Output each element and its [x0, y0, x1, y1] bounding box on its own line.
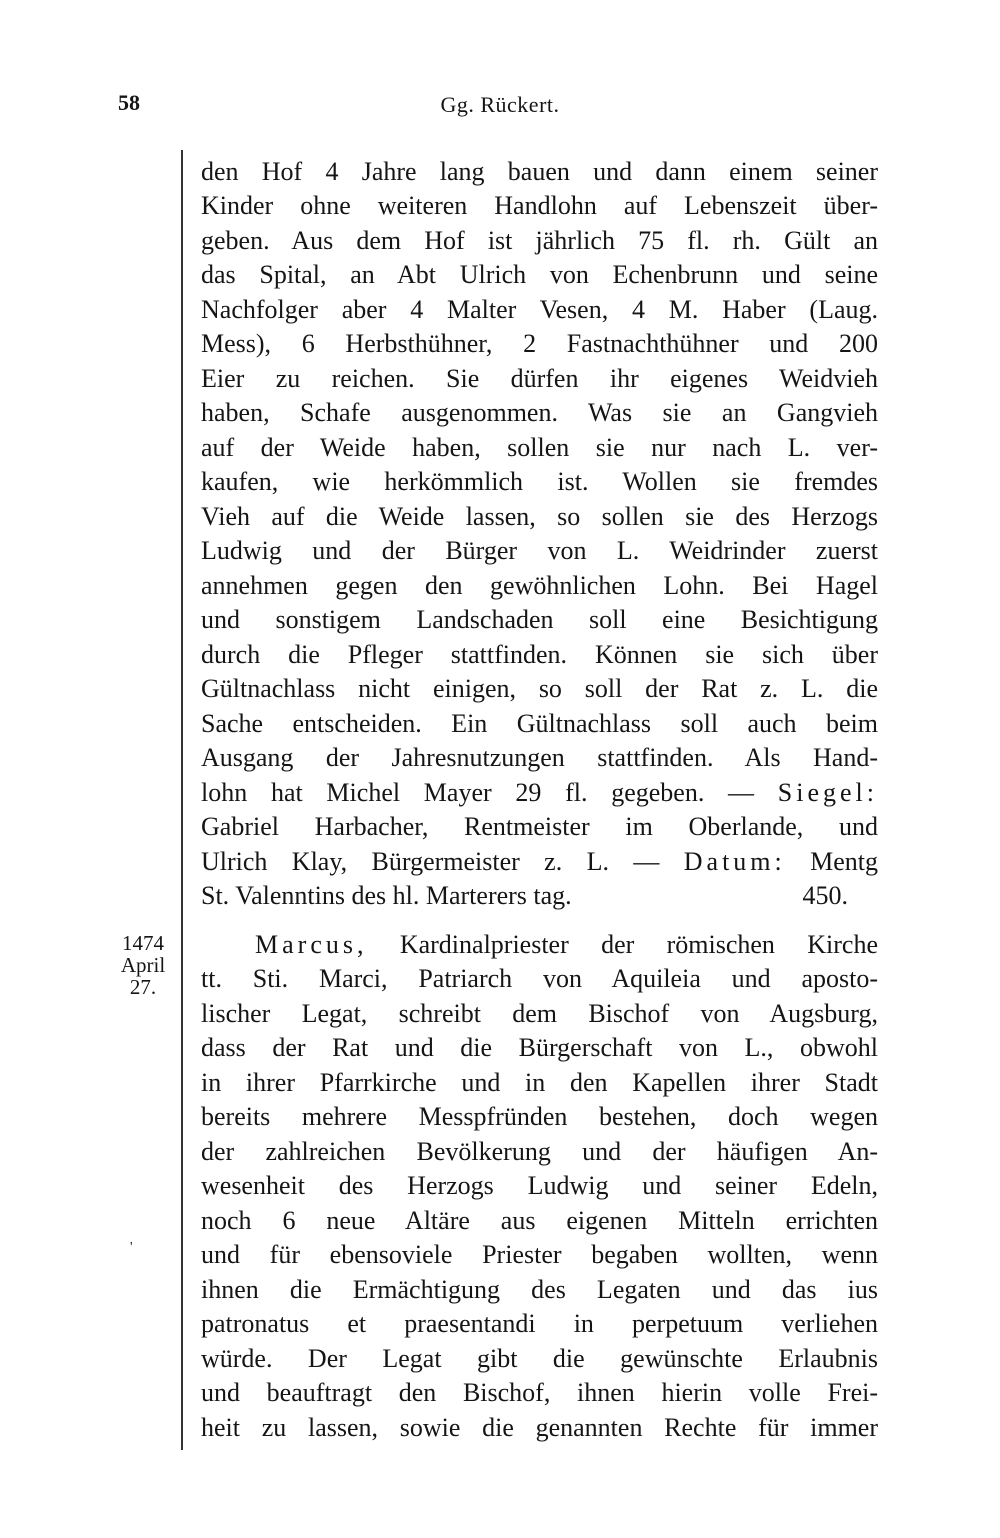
text-line: würde. Der Legat gibt die gewünschte Erlaubnis — [201, 1344, 878, 1373]
text-line: Eier zu reichen. Sie dürfen ihr eigenes Weidvieh — [201, 364, 878, 393]
stray-mark: ' — [130, 1240, 133, 1255]
text-line: auf der Weide haben, sollen sie nur nach L. ver- — [201, 433, 878, 462]
text-line: annehmen gegen den gewöhnlichen Lohn. Bei Hagel — [201, 571, 878, 600]
margin-month: April — [120, 953, 166, 977]
text-line: und beauftragt den Bischof, ihnen hierin volle Frei- — [201, 1378, 878, 1407]
margin-date-note — [110, 932, 176, 998]
text-line-siegel — [201, 776, 878, 810]
text-line-paragraph-start — [255, 928, 878, 962]
datum-label: Datum: — [683, 847, 786, 876]
datum-before: Ulrich Klay, Bürgermeister z. L. — — [201, 847, 660, 876]
paragraph-first-rest: Kardinalpriester der römischen Kirche — [399, 930, 878, 959]
text-line: ihnen die Ermächtigung des Legaten und das ius — [201, 1275, 878, 1304]
page-number: 58 — [118, 90, 140, 115]
text-line: Ludwig und der Bürger von L. Weidrinder zuerst — [201, 536, 878, 565]
siegel-before: lohn hat Michel Mayer 29 fl. gegeben. — — [201, 778, 755, 807]
text-line: noch 6 neue Altäre aus eigenen Mitteln errichten — [201, 1206, 878, 1235]
text-line: bereits mehrere Messpfründen bestehen, doch wegen — [201, 1102, 878, 1131]
text-line: wesenheit des Herzogs Ludwig und seiner Edeln, — [201, 1171, 878, 1200]
text-line: Nachfolger aber 4 Malter Vesen, 4 M. Haber (Laug. — [201, 295, 878, 324]
text-line: tt. Sti. Marci, Patriarch von Aquileia und aposto- — [201, 964, 878, 993]
margin-day: 27. — [129, 975, 157, 999]
margin-rule — [181, 150, 183, 1450]
paragraph-name: Marcus, — [255, 930, 368, 959]
text-line: Gabriel Harbacher, Rentmeister im Oberlande, und — [201, 812, 878, 841]
text-line: patronatus et praesentandi in perpetuum verliehen — [201, 1309, 878, 1338]
running-head: Gg. Rückert. — [440, 92, 560, 117]
text-line: Mess), 6 Herbsthühner, 2 Fastnachthühner und 200 — [201, 329, 878, 358]
text-line: Kinder ohne weiteren Handlohn auf Lebenszeit über- — [201, 191, 878, 220]
text-line-datum — [201, 845, 878, 879]
text-line: Sache entscheiden. Ein Gültnachlass soll auch beim — [201, 709, 878, 738]
text-line: der zahlreichen Bevölkerung und der häufigen An- — [201, 1137, 878, 1166]
text-line: in ihrer Pfarrkirche und in den Kapellen ihrer Stadt — [201, 1068, 878, 1097]
text-line: und sonstigem Landschaden soll eine Besichtigung — [201, 605, 878, 634]
text-line-document-end — [201, 879, 848, 913]
text-line: Vieh auf die Weide lassen, so sollen sie des Herzogs — [201, 502, 878, 531]
text-line: den Hof 4 Jahre lang bauen und dann einem seiner — [201, 157, 878, 186]
text-line: und für ebensoviele Priester begaben wollten, wenn — [201, 1240, 878, 1269]
date-end-text: St. Valenntins des hl. Marterers tag. — [201, 881, 572, 910]
text-line: dass der Rat und die Bürgerschaft von L., obwohl — [201, 1033, 878, 1062]
text-line: durch die Pfleger stattfinden. Können sie sich über — [201, 640, 878, 669]
text-line: Gültnachlass nicht einigen, so soll der Rat z. L. die — [201, 674, 878, 703]
text-line: kaufen, wie herkömmlich ist. Wollen sie fremdes — [201, 467, 878, 496]
document-number: 450. — [802, 881, 848, 910]
datum-after: Mentg — [810, 847, 879, 876]
text-line: das Spital, an Abt Ulrich von Echenbrunn und seine — [201, 260, 878, 289]
margin-year: 1474 — [122, 931, 164, 955]
siegel-label: Siegel: — [777, 778, 879, 807]
text-line: haben, Schafe ausgenommen. Was sie an Gangvieh — [201, 398, 878, 427]
text-line: lischer Legat, schreibt dem Bischof von Augsburg, — [201, 999, 878, 1028]
text-line: Ausgang der Jahresnutzungen stattfinden. Als Hand- — [201, 743, 878, 772]
text-line: geben. Aus dem Hof ist jährlich 75 fl. rh. Gült an — [201, 226, 878, 255]
text-line: heit zu lassen, sowie die genannten Rechte für immer — [201, 1413, 878, 1442]
